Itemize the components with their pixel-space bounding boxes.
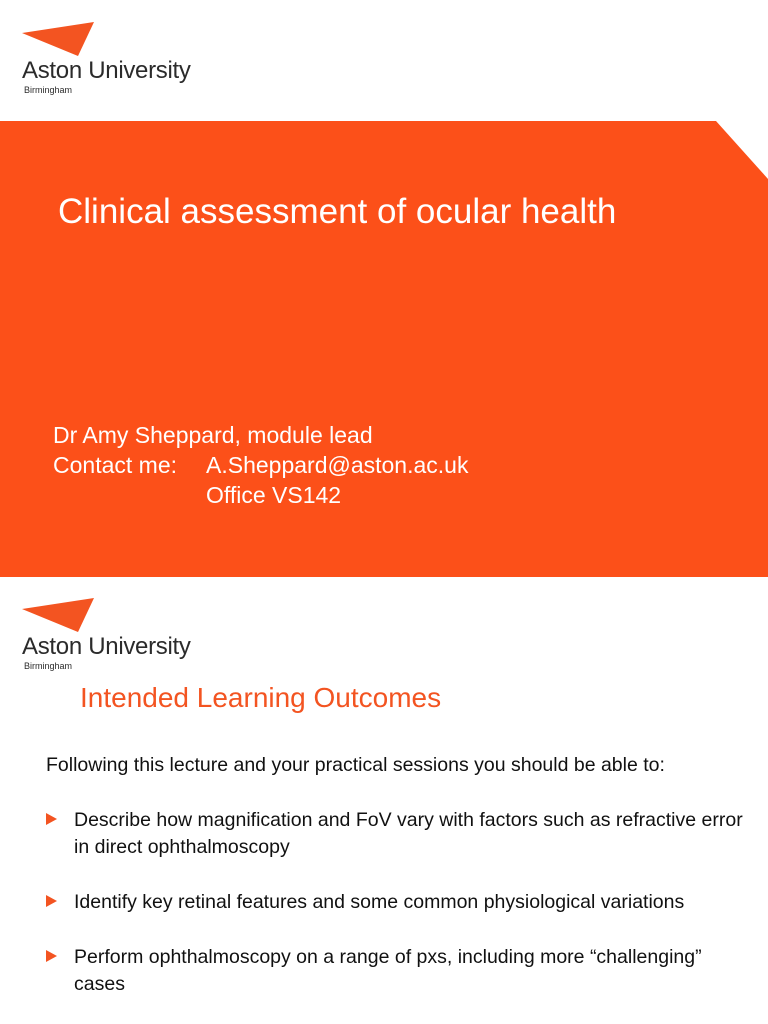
office-location: Office VS142: [206, 482, 342, 508]
aston-logo: [22, 20, 222, 100]
outcome-text: Identify key retinal features and some common physiological variations: [74, 891, 685, 913]
outcome-text: Describe how magnification and FoV vary with factors such as refractive error in direct ophthalmoscopy: [74, 809, 743, 858]
triangle-bullet-icon: [46, 895, 57, 907]
triangle-bullet-icon: [46, 813, 57, 825]
contact-row: [53, 450, 693, 480]
learning-outcomes-slide: [0, 577, 768, 1024]
contact-email: A.Sheppard@aston.ac.uk: [206, 452, 469, 478]
logo-city: Birmingham: [24, 85, 73, 95]
office-row: [53, 480, 693, 510]
slide-title: Clinical assessment of ocular health: [58, 192, 617, 231]
triangle-bullet-icon: [46, 950, 57, 962]
aston-logo: [22, 596, 222, 676]
logo-name: Aston University: [22, 57, 191, 84]
logo-city: Birmingham: [24, 661, 73, 671]
outcome-text: Perform ophthalmoscopy on a range of pxs, including more “challenging” cases: [74, 946, 702, 995]
slide-title: Intended Learning Outcomes: [80, 682, 442, 713]
aston-chevron-icon: [22, 596, 102, 632]
presenter-name: Dr Amy Sheppard, module lead: [53, 422, 373, 448]
logo-name: Aston University: [22, 633, 191, 660]
contact-label: Contact me:: [53, 452, 177, 478]
intro-text: Following this lecture and your practical sessions you should be able to:: [46, 754, 665, 776]
presenter-block: [53, 420, 693, 510]
aston-chevron-icon: [22, 20, 102, 56]
